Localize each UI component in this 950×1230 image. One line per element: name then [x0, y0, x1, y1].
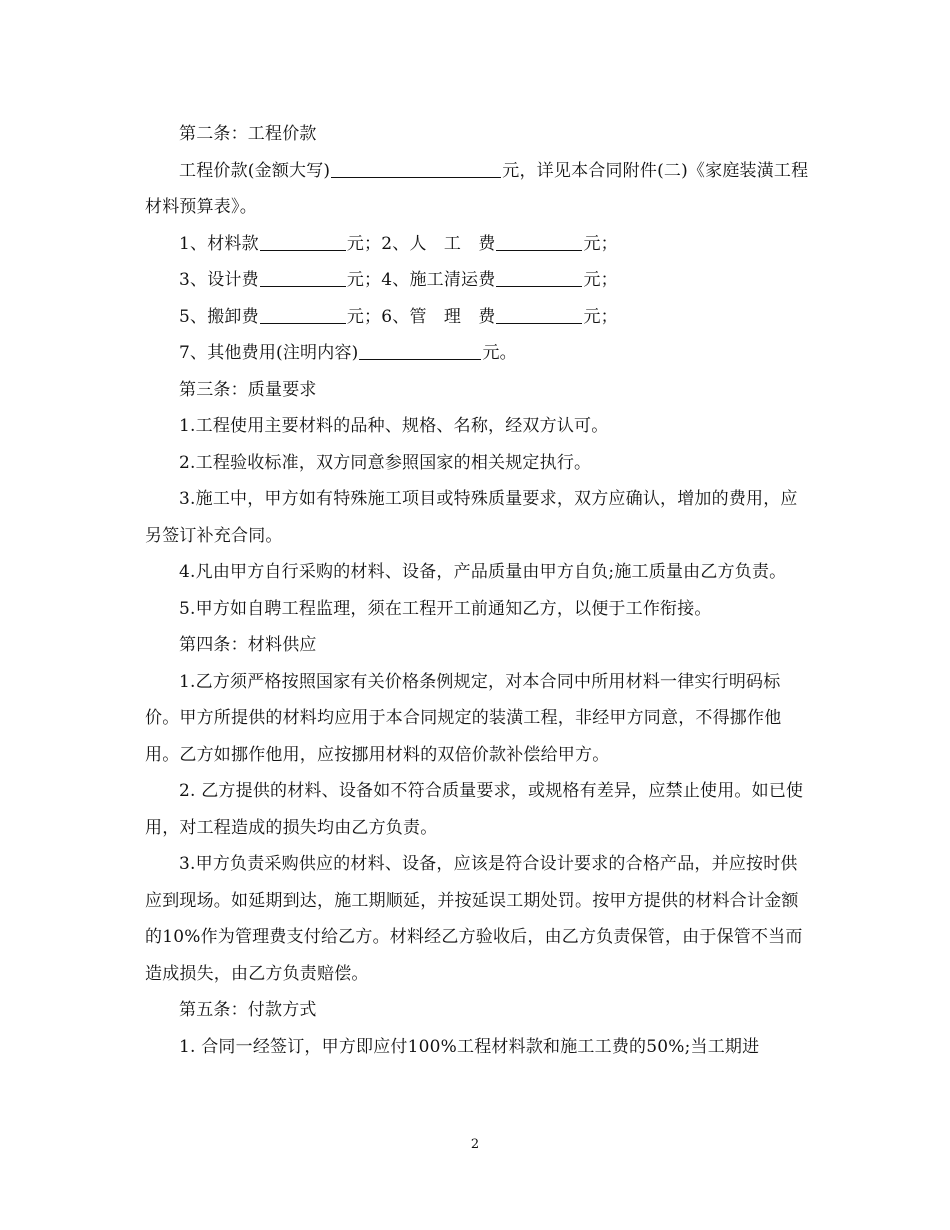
article-3-clause-4: 4.凡由甲方自行采购的材料、设备，产品质量由甲方自负;施工质量由乙方负责。 [179, 562, 787, 582]
article-4-clause-3: 3.甲方负责采购供应的材料、设备，应该是符合设计要求的合格产品，并应按时供应到现场。如延期到达，施工期顺延，并按延误工期处罚。按甲方提供的材料合计金额的10%作为管理费支付给乙方。材料经乙方验收后，由乙方负责保管，由于保管不当而造成损失，由乙方负责赔偿。 [145, 854, 803, 984]
price-prefix: 工程价款(金额大写) [179, 160, 331, 181]
fee-label: 5、搬卸费 [179, 306, 259, 327]
article-5-clause-1: 1. 合同一经签订，甲方即应付100%工程材料款和施工工费的50%;当工期进 [179, 1036, 760, 1057]
article-3-clause-5: 5.甲方如自聘工程监理，须在工程开工前通知乙方，以便于工作衔接。 [179, 598, 712, 619]
fee-unit: 元； [346, 270, 382, 290]
fee-label: 2、人 工 费 [381, 233, 496, 254]
article-3-clause-3: 3.施工中，甲方如有特殊施工项目或特殊质量要求，双方应确认，增加的费用，应另签订补充合同。 [145, 489, 798, 546]
article-4-clause-2: 2. 乙方提供的材料、设备如不符合质量要求，或规格有差异，应禁止使用。如已使用，对工程造成的损失均由乙方负责。 [145, 781, 804, 838]
price-suffix: 元，详见本合同附件(二)《家庭装潢工程材料预算表》。 [145, 160, 809, 217]
fee-unit: 元； [346, 306, 382, 327]
article-3-heading: 第三条：质量要求 [179, 379, 317, 400]
article-4-heading: 第四条：材料供应 [179, 635, 317, 655]
fee-label: 6、管 理 费 [381, 306, 496, 327]
fee-line-3 [145, 299, 810, 336]
fee-unit: 元； [583, 270, 618, 290]
fee-unit: 元； [346, 233, 382, 254]
article-2-price-line [145, 153, 810, 226]
fee-unit: 元； [583, 233, 618, 254]
article-3-clause-1: 1.工程使用主要材料的品种、规格、名称，经双方认可。 [179, 416, 609, 436]
article-4-clause-1: 1.乙方须严格按照国家有关价格条例规定，对本合同中所用材料一律实行明码标价。甲方所提供的材料均应用于本合同规定的装潢工程，非经甲方同意，不得挪作他用。乙方如挪作他用，应按挪用材料的双倍价款补偿给甲方。 [145, 671, 782, 765]
article-5-heading: 第五条：付款方式 [179, 1000, 317, 1020]
fee-line-2 [145, 262, 810, 299]
other-fee-label: 7、其他费用(注明内容) [179, 343, 359, 363]
other-fee-line [145, 335, 810, 372]
article-2-heading: 第二条：工程价款 [179, 124, 317, 144]
page-number: 2 [470, 1137, 480, 1152]
fee-blank [260, 233, 346, 251]
fee-blank [496, 269, 582, 287]
fee-label: 3、设计费 [179, 270, 259, 290]
article-3-clause-2: 2.工程验收标准，双方同意参照国家的相关规定执行。 [179, 452, 592, 473]
document-body [145, 116, 810, 1065]
fee-blank [260, 269, 346, 287]
other-fee-unit: 元。 [482, 343, 517, 363]
price-blank [331, 160, 501, 178]
fee-label: 1、材料款 [179, 233, 259, 254]
fee-label: 4、施工清运费 [381, 270, 496, 290]
fee-unit: 元； [583, 306, 618, 327]
fee-blank [496, 233, 582, 251]
fee-line-1 [145, 226, 810, 263]
fee-blank [260, 306, 346, 324]
other-fee-blank [359, 342, 481, 360]
fee-blank [496, 306, 582, 324]
